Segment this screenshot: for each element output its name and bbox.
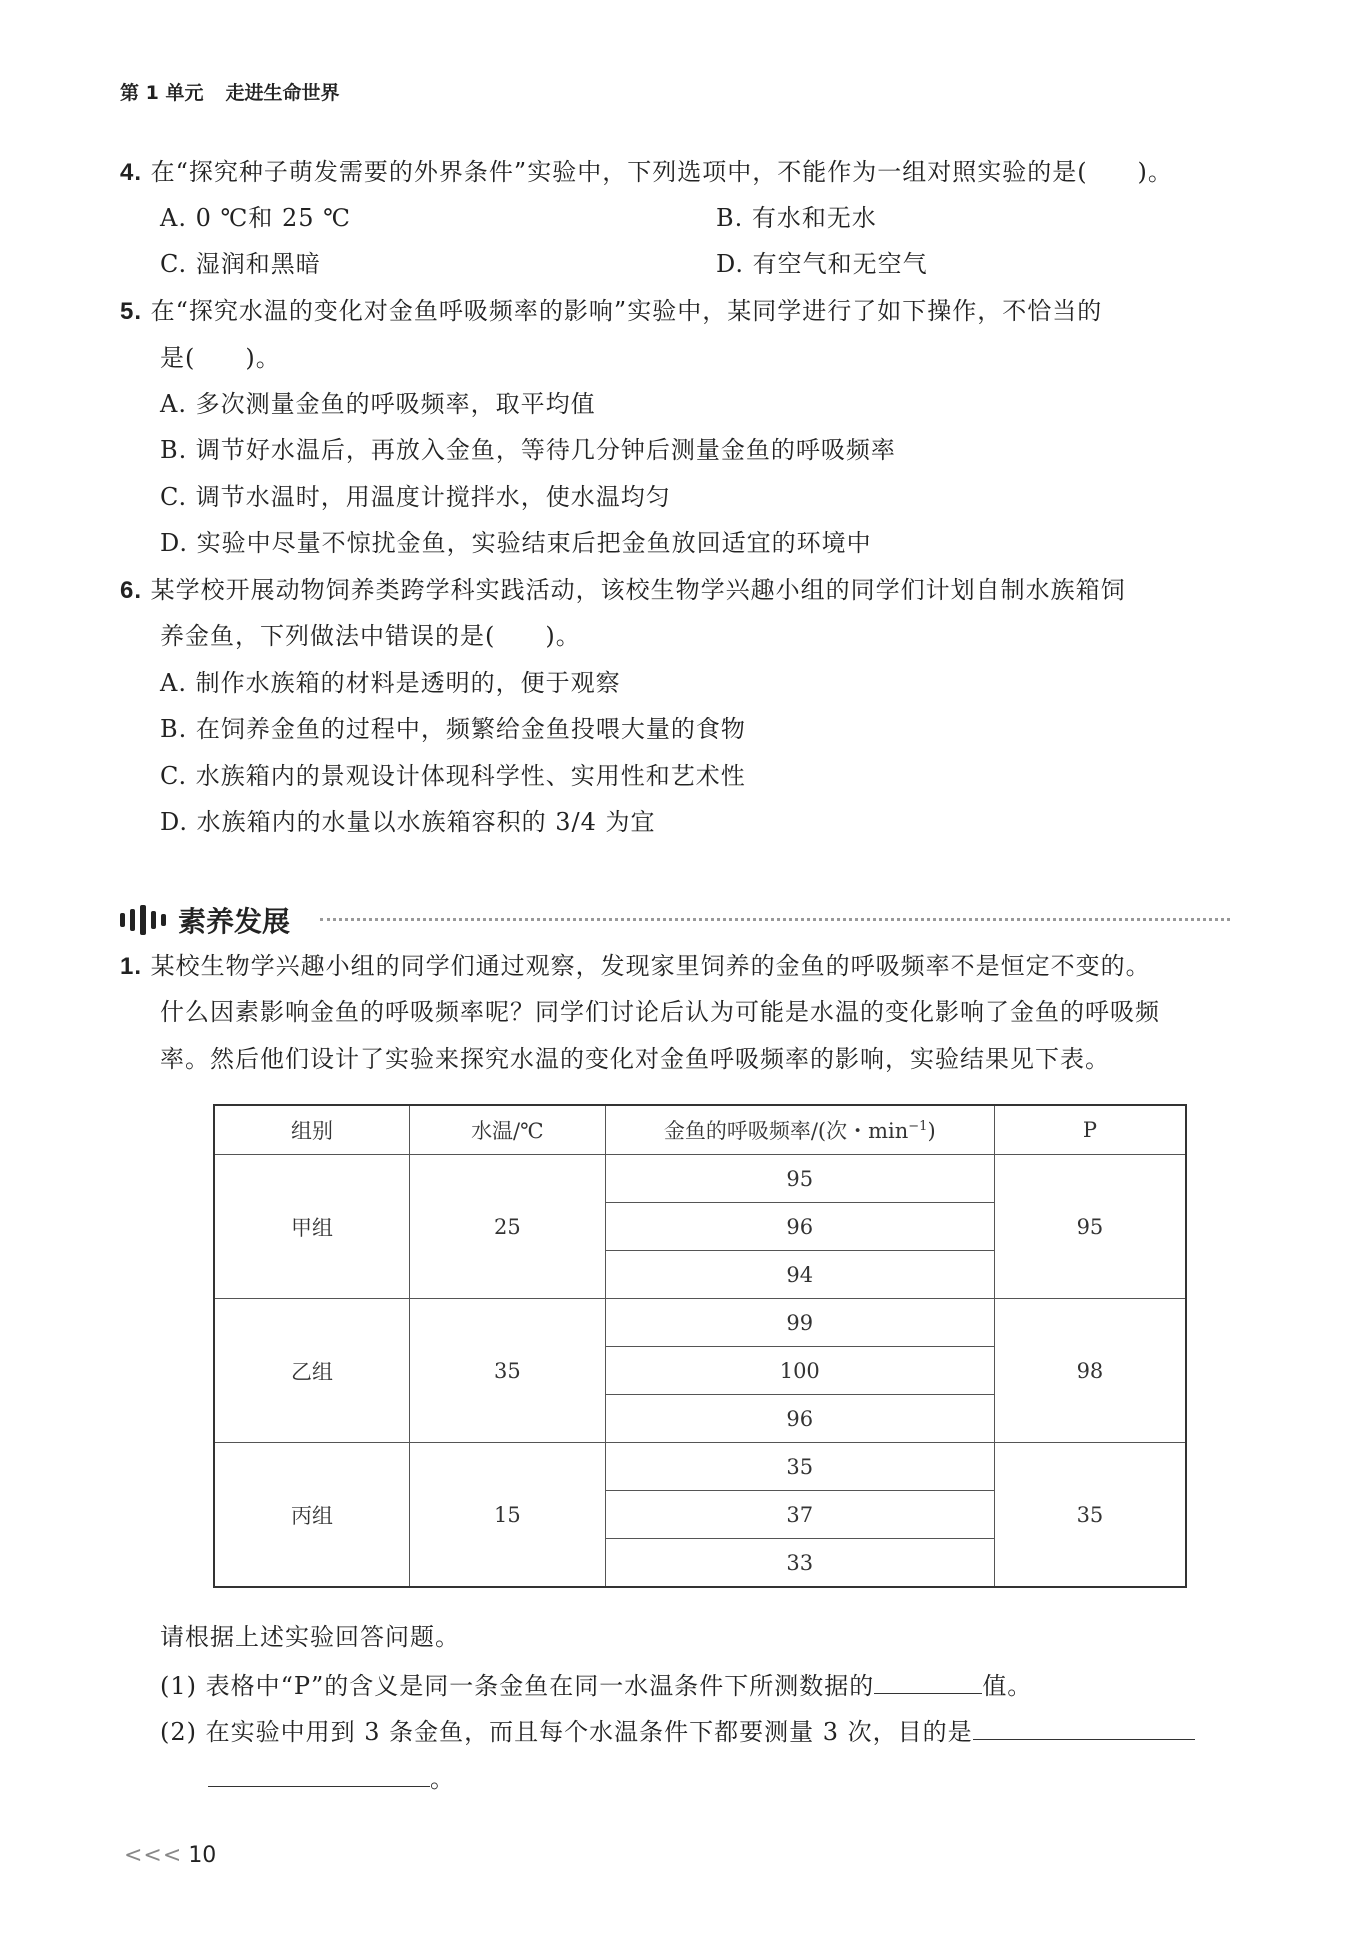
- sub-question-2: (2) 在实验中用到 3 条金鱼，而且每个水温条件下都要测量 3 次，目的是: [160, 1715, 1195, 1747]
- table-row: [214, 1299, 1186, 1347]
- answer-blank-2[interactable]: [973, 1715, 1195, 1740]
- cell-temp: 15: [410, 1443, 606, 1588]
- question-5-stem-cont: 是( )。: [160, 344, 281, 372]
- option-6c: C. 水族箱内的景观设计体现科学性、实用性和艺术性: [160, 762, 746, 790]
- option-6a: A. 制作水族箱的材料是透明的，便于观察: [160, 669, 621, 697]
- cell-rate: 96: [605, 1395, 994, 1443]
- cell-group: 丙组: [214, 1443, 410, 1588]
- question-4-stem: 4. 在“探究种子萌发需要的外界条件”实验中，下列选项中，不能作为一组对照实验的是( )。: [120, 158, 1173, 186]
- header-temp: 水温/℃: [410, 1105, 606, 1155]
- page-number: 10: [188, 1843, 217, 1868]
- sub-question-2-cont: 。: [208, 1762, 455, 1794]
- problem-1-line-2: 什么因素影响金鱼的呼吸频率呢？同学们讨论后认为可能是水温的变化影响了金鱼的呼吸频: [160, 998, 1160, 1026]
- cell-p: 95: [994, 1155, 1186, 1299]
- option-4a: A. 0 ℃和 25 ℃: [160, 204, 351, 232]
- problem-1-line-1: 1. 某校生物学兴趣小组的同学们通过观察，发现家里饲养的金鱼的呼吸频率不是恒定不变的。: [120, 952, 1151, 980]
- option-4b: B. 有水和无水: [716, 204, 877, 232]
- header-p: P: [994, 1105, 1186, 1155]
- header-rate: 金鱼的呼吸频率/(次・$\min^{-1}$): [605, 1105, 994, 1155]
- section-bars-icon: [120, 905, 166, 935]
- cell-rate: 37: [605, 1491, 994, 1539]
- cell-p: 35: [994, 1443, 1186, 1588]
- cell-temp: 25: [410, 1155, 606, 1299]
- option-5a: A. 多次测量金鱼的呼吸频率，取平均值: [160, 390, 596, 418]
- table-row: [214, 1155, 1186, 1203]
- option-4c: C. 湿润和黑暗: [160, 250, 321, 278]
- question-6-stem: 6. 某学校开展动物饲养类跨学科实践活动，该校生物学兴趣小组的同学们计划自制水族箱饲: [120, 576, 1126, 604]
- option-6b: B. 在饲养金鱼的过程中，频繁给金鱼投喂大量的食物: [160, 715, 746, 743]
- option-5c: C. 调节水温时，用温度计搅拌水，使水温均匀: [160, 483, 671, 511]
- cell-temp: 35: [410, 1299, 606, 1443]
- question-6-stem-cont: 养金鱼，下列做法中错误的是( )。: [160, 622, 581, 650]
- option-4d: D. 有空气和无空气: [716, 250, 928, 278]
- unit-label: 第 1 单元: [120, 82, 204, 104]
- table-header-row: [214, 1105, 1186, 1155]
- cell-rate: 35: [605, 1443, 994, 1491]
- cell-rate: 99: [605, 1299, 994, 1347]
- problem-1-line-3: 率。然后他们设计了实验来探究水温的变化对金鱼呼吸频率的影响，实验结果见下表。: [160, 1045, 1110, 1073]
- page-header: [120, 78, 339, 105]
- page-footer: [124, 1843, 216, 1868]
- section-divider: [320, 918, 1230, 921]
- answer-blank-2-cont[interactable]: [208, 1762, 430, 1787]
- cell-rate: 33: [605, 1539, 994, 1588]
- cell-rate: 96: [605, 1203, 994, 1251]
- option-5b: B. 调节好水温后，再放入金鱼，等待几分钟后测量金鱼的呼吸频率: [160, 436, 896, 464]
- sub-question-1: (1) 表格中“P”的含义是同一条金鱼在同一水温条件下所测数据的 值。: [160, 1669, 1032, 1701]
- cell-rate: 100: [605, 1347, 994, 1395]
- table-row: [214, 1443, 1186, 1491]
- cell-p: 98: [994, 1299, 1186, 1443]
- cell-rate: 94: [605, 1251, 994, 1299]
- question-5-stem: 5. 在“探究水温的变化对金鱼呼吸频率的影响”实验中，某同学进行了如下操作，不恰当的: [120, 297, 1103, 325]
- section-heading: [120, 900, 290, 940]
- answer-intro: 请根据上述实验回答问题。: [160, 1623, 460, 1651]
- answer-blank-1[interactable]: [874, 1669, 982, 1694]
- unit-title: 走进生命世界: [225, 82, 340, 104]
- option-5d: D. 实验中尽量不惊扰金鱼，实验结束后把金鱼放回适宜的环境中: [160, 529, 872, 557]
- results-table: [213, 1104, 1187, 1588]
- header-group: 组别: [214, 1105, 410, 1155]
- option-6d: D. 水族箱内的水量以水族箱容积的 3/4 为宜: [160, 808, 656, 836]
- cell-group: 甲组: [214, 1155, 410, 1299]
- cell-group: 乙组: [214, 1299, 410, 1443]
- section-title: 素养发展: [178, 905, 291, 938]
- chevrons-icon: <<<: [124, 1843, 183, 1868]
- cell-rate: 95: [605, 1155, 994, 1203]
